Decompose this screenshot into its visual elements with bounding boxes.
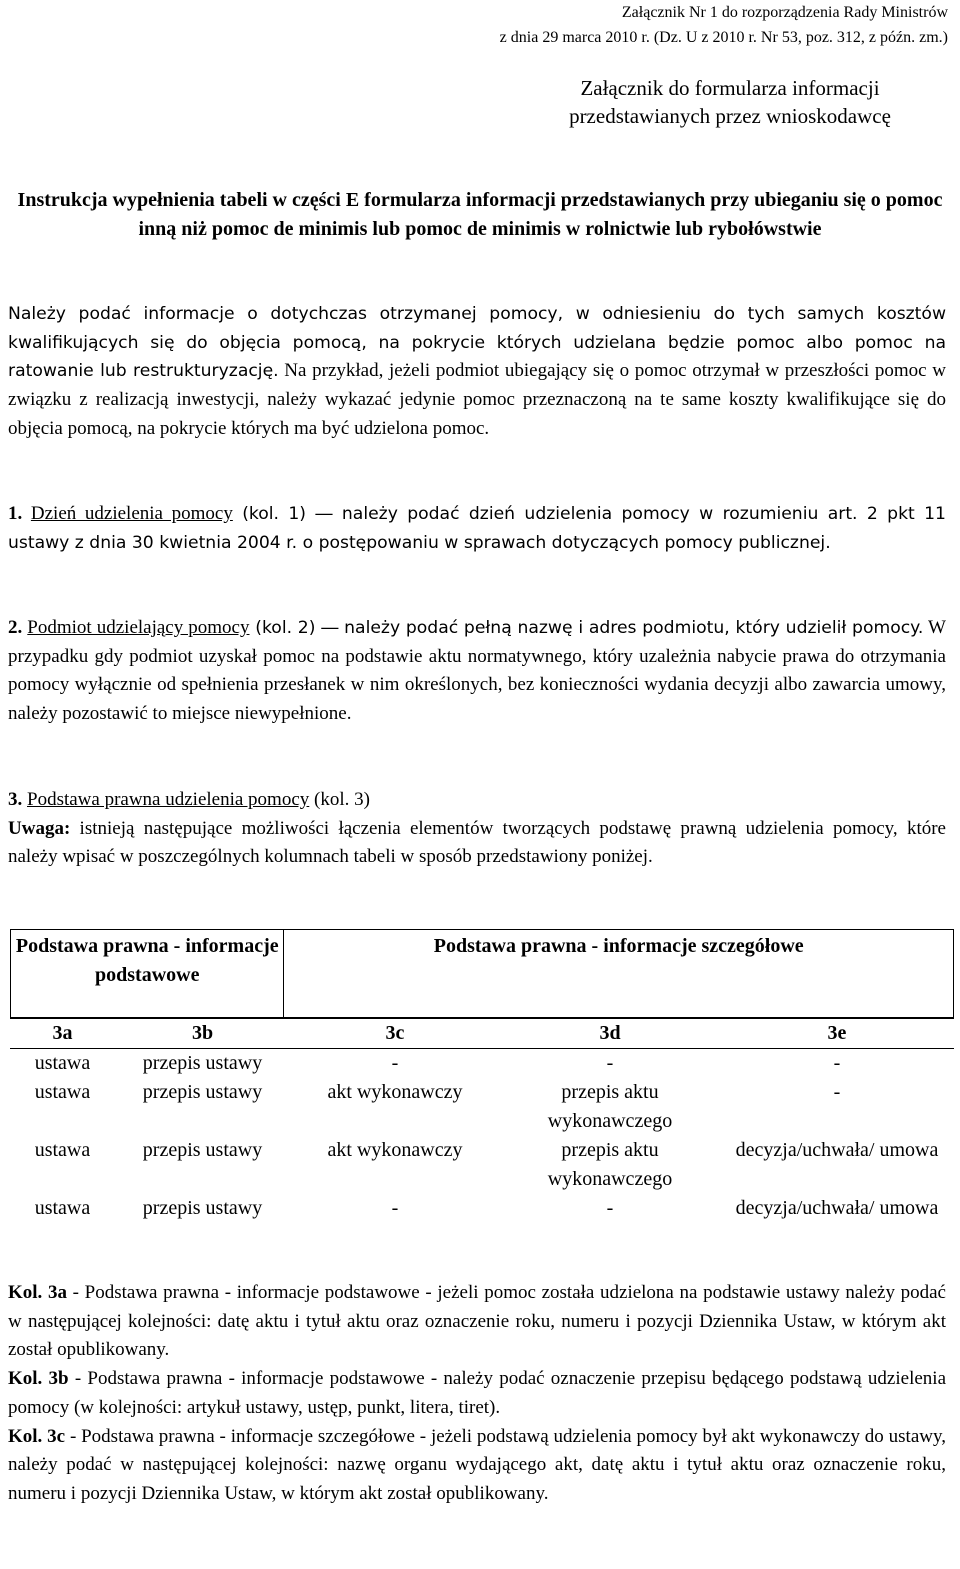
point-1-text: (kol. 1) ― należy podać dzień udzielenia pomocy w rozumieniu art. 2 pkt 11 ustawy z dnia 30 kwietnia 2004 r. o postępowaniu w sprawach dotyczących pomocy publicznej. — [8, 504, 946, 553]
point-1-number: 1. — [8, 503, 23, 524]
kol-note-text: - Podstawa prawna - informacje szczegółowe - jeżeli podstawą udzielenia pomocy był akt wykonawczy do ustawy, należy podać w następującej kolejności: nazwę organu wydającego akt, datę aktu i tytuł aktu oraz oznaczenie roku, numeru i pozycji Dziennika Ustaw, w którym akt został opublikowany. — [8, 1425, 946, 1504]
instruction-heading: Instrukcja wypełnienia tabeli w części E formularza informacji przedstawianych przy ubieganiu się o pomoc inną niż pomoc de minimis lub pomoc de minimis w rolnictwie lub rybołówstwie — [17, 189, 943, 240]
intro-paragraph — [8, 300, 946, 444]
point-1-title: Dzień udzielenia pomocy — [30, 503, 233, 524]
table-cell: przepis ustawy — [142, 1052, 263, 1074]
table-cell: - — [391, 1052, 399, 1074]
kol-note-3a — [8, 1279, 946, 1365]
table-cell: ustawa — [34, 1052, 91, 1074]
regulation-line-2: z dnia 29 marca 2010 r. (Dz. U z 2010 r. Nr 53, poz. 312, z późn. zm.) — [499, 29, 948, 46]
table-cell: akt wykonawczy — [327, 1139, 463, 1161]
point-3 — [8, 786, 946, 872]
group-header-basic: Podstawa prawna - informacje podstawowe — [11, 930, 284, 1018]
column-header: 3a — [10, 1019, 115, 1049]
column-header: 3b — [115, 1019, 290, 1049]
point-2-number: 2. — [8, 617, 23, 638]
table-row — [10, 1049, 954, 1079]
point-3-col: (kol. 3) — [309, 789, 370, 810]
table-cell: - — [606, 1052, 614, 1074]
table-cell: przepis aktu wykonawczego — [547, 1139, 673, 1190]
table-cell: - — [833, 1081, 841, 1103]
table-cell: ustawa — [34, 1081, 91, 1103]
table-cell: - — [833, 1052, 841, 1074]
table-cell: przepis ustawy — [142, 1081, 263, 1103]
regulation-line-1: Załącznik Nr 1 do rozporządzenia Rady Ministrów — [621, 4, 948, 21]
table-row — [10, 1194, 954, 1252]
column-header: 3d — [500, 1019, 720, 1049]
table-row — [10, 1136, 954, 1194]
table-cell: ustawa — [34, 1139, 91, 1161]
column-notes — [8, 1279, 946, 1509]
table-cell: decyzja/uchwała/ umowa — [735, 1197, 939, 1219]
annex-title-line-1: Załącznik do formularza informacji — [580, 76, 880, 100]
kol-note-3c — [8, 1423, 946, 1509]
kol-note-3b — [8, 1365, 946, 1422]
point-3-number: 3. — [8, 789, 23, 810]
kol-note-text: - Podstawa prawna - informacje podstawowe - należy podać oznaczenie przepisu będącego podstawą udzielenia pomocy (w kolejności: artykuł ustawy, ustęp, punkt, litera, tiret). — [8, 1368, 947, 1418]
note-text: istnieją następujące możliwości łączenia elementów tworzących podstawę prawną udzielenia pomocy, które należy wpisać w poszczególnych kolumnach tabeli w sposób przedstawiony poniżej. — [8, 817, 946, 868]
point-2-title: Podmiot udzielający pomocy — [27, 617, 250, 638]
table-cell: przepis aktu wykonawczego — [547, 1081, 673, 1132]
kol-note-label: Kol. 3c — [8, 1425, 66, 1447]
annex-title-line-2: przedstawianych przez wnioskodawcę — [569, 104, 891, 128]
table-cell: - — [391, 1197, 399, 1219]
point-1 — [8, 500, 946, 557]
legal-basis-group-table — [10, 929, 954, 1018]
table-cell: przepis ustawy — [142, 1197, 263, 1219]
point-3-title: Podstawa prawna udzielenia pomocy — [27, 789, 310, 810]
table-cell: - — [606, 1197, 614, 1219]
intro-part-1: Należy podać informacje o dotychczas otrzymanej pomocy, w odniesieniu do tych samych kosztów kwalifikujących się do objęcia pomocą, na pokrycie których udzielana będzie pomoc albo pomoc na ratowanie lub restrukturyzację. — [8, 304, 946, 382]
table-cell: ustawa — [34, 1197, 91, 1219]
note-label: Uwaga: — [8, 817, 71, 839]
table-row — [10, 1078, 954, 1136]
point-2-rest: W przypadku gdy podmiot uzyskał pomoc na podstawie aktu normatywnego, który uzależnia nabycie prawa do otrzymania pomocy wyłącznie od spełnienia przesłanek w nim określonych, bez konieczności wydania decyzji albo zawarcia umowy, należy pozostawić to miejsce niewypełnione. — [8, 617, 946, 725]
legal-basis-table — [10, 1018, 954, 1252]
point-2 — [8, 614, 946, 729]
table-header-row — [10, 1019, 954, 1049]
column-header: 3c — [290, 1019, 500, 1049]
kol-note-label: Kol. 3b — [8, 1368, 69, 1390]
intro-part-2: Na przykład, jeżeli podmiot ubiegający się o pomoc otrzymał w przeszłości pomoc w związku z realizacją inwestycji, należy wykazać jedynie pomoc przeznaczoną na te same koszty kwalifikujące się do objęcia pomocą, na pokrycie których ma być udzielona pomoc. — [8, 360, 946, 439]
kol-note-text: - Podstawa prawna - informacje podstawowe - jeżeli pomoc została udzielona na podstawie ustawy należy podać w następującej kolejności: datę aktu i tytuł aktu oraz oznaczenie roku, numeru i pozycji Dziennika Ustaw, w którym akt został opublikowany. — [8, 1282, 946, 1361]
annex-title — [500, 74, 960, 130]
group-header-detailed: Podstawa prawna - informacje szczegółowe — [284, 930, 954, 1018]
table-cell: przepis ustawy — [142, 1139, 263, 1161]
table-cell: akt wykonawczy — [327, 1081, 463, 1103]
table-cell: decyzja/uchwała/ umowa — [735, 1139, 939, 1161]
point-2-text: (kol. 2) ― należy podać pełną nazwę i adres podmiotu, który udzielił pomocy. — [249, 618, 924, 638]
column-header: 3e — [720, 1019, 954, 1049]
kol-note-label: Kol. 3a — [8, 1282, 67, 1303]
regulation-reference — [500, 0, 948, 50]
